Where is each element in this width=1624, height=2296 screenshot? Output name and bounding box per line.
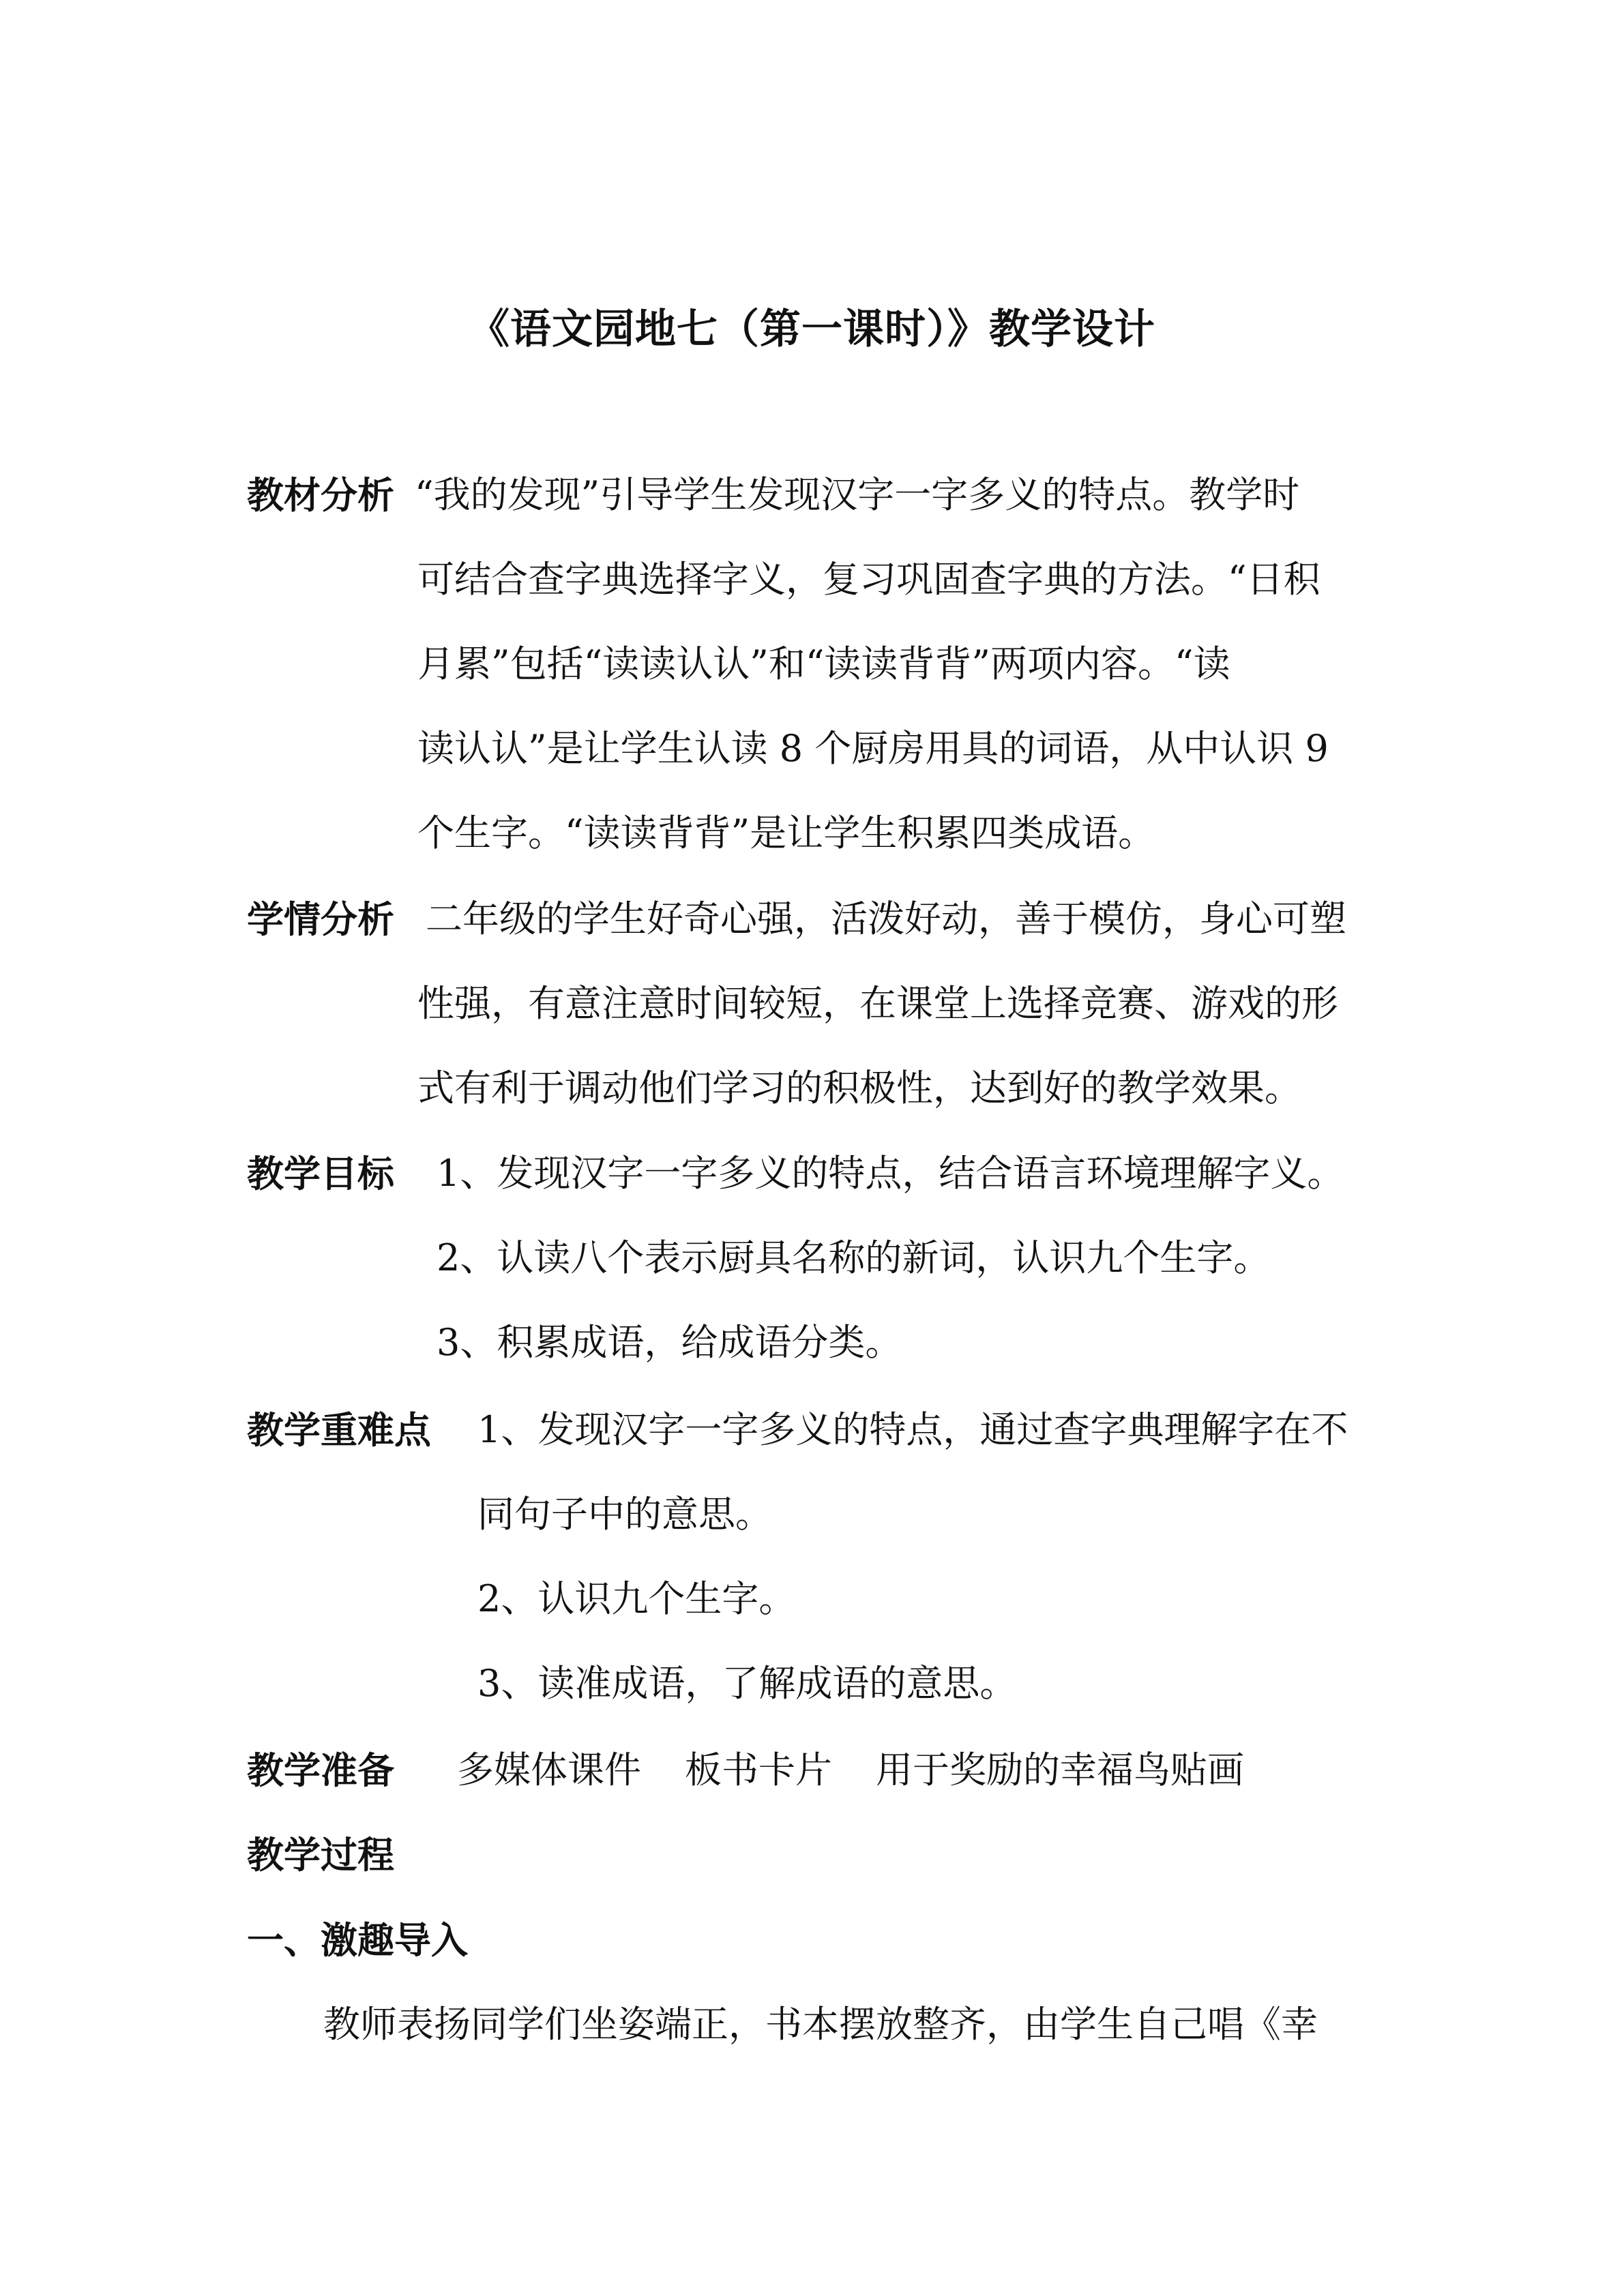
preparation-item: 板书卡片 bbox=[685, 1748, 832, 1791]
student-analysis-label: 学情分析 bbox=[247, 897, 394, 941]
material-analysis-line: “我的发现”引导学生发现汉字一字多义的特点。教学时 bbox=[415, 473, 1300, 516]
key-point-line: 2、认识九个生字。 bbox=[477, 1577, 796, 1620]
process-label: 教学过程 bbox=[247, 1833, 394, 1877]
key-point-line: 3、读准成语，了解成语的意思。 bbox=[477, 1662, 1017, 1705]
document-title: 《语文园地七（第一课时）》教学设计 bbox=[469, 305, 1155, 353]
preparation-item: 多媒体课件 bbox=[457, 1748, 641, 1791]
goal-item: 3、积累成语，给成语分类。 bbox=[437, 1321, 902, 1364]
preparation-label: 教学准备 bbox=[247, 1748, 394, 1792]
section-heading: 一、激趣导入 bbox=[247, 1918, 468, 1962]
section-paragraph: 教师表扬同学们坐姿端正，书本摆放整齐，由学生自己唱《幸 bbox=[323, 2003, 1318, 2046]
student-analysis-line: 性强，有意注意时间较短，在课堂上选择竞赛、游戏的形 bbox=[417, 982, 1338, 1025]
material-analysis-line: 可结合查字典选择字义，复习巩固查字典的方法。“日积 bbox=[417, 558, 1320, 601]
material-analysis-line: 个生字。“读读背背”是让学生积累四类成语。 bbox=[417, 811, 1155, 854]
goal-item: 2、认读八个表示厨具名称的新词，认识九个生字。 bbox=[437, 1236, 1271, 1279]
goals-label: 教学目标 bbox=[247, 1152, 394, 1195]
goal-item: 1、发现汉字一字多义的特点，结合语言环境理解字义。 bbox=[437, 1152, 1344, 1195]
student-analysis-line: 二年级的学生好奇心强，活泼好动，善于模仿，身心可塑 bbox=[426, 897, 1346, 940]
key-points-label: 教学重难点 bbox=[247, 1408, 431, 1452]
key-point-line: 1、发现汉字一字多义的特点，通过查字典理解字在不 bbox=[477, 1408, 1348, 1451]
material-analysis-line: 读认认”是让学生认读 8 个厨房用具的词语，从中认识 9 bbox=[417, 727, 1329, 770]
preparation-item: 用于奖励的幸福鸟贴画 bbox=[876, 1748, 1244, 1791]
key-point-line: 同句子中的意思。 bbox=[477, 1493, 772, 1536]
material-analysis-label: 教材分析 bbox=[247, 473, 394, 517]
material-analysis-line: 月累”包括“读读认认”和“读读背背”两项内容。“读 bbox=[417, 642, 1230, 685]
student-analysis-line: 式有利于调动他们学习的积极性，达到好的教学效果。 bbox=[417, 1067, 1301, 1109]
